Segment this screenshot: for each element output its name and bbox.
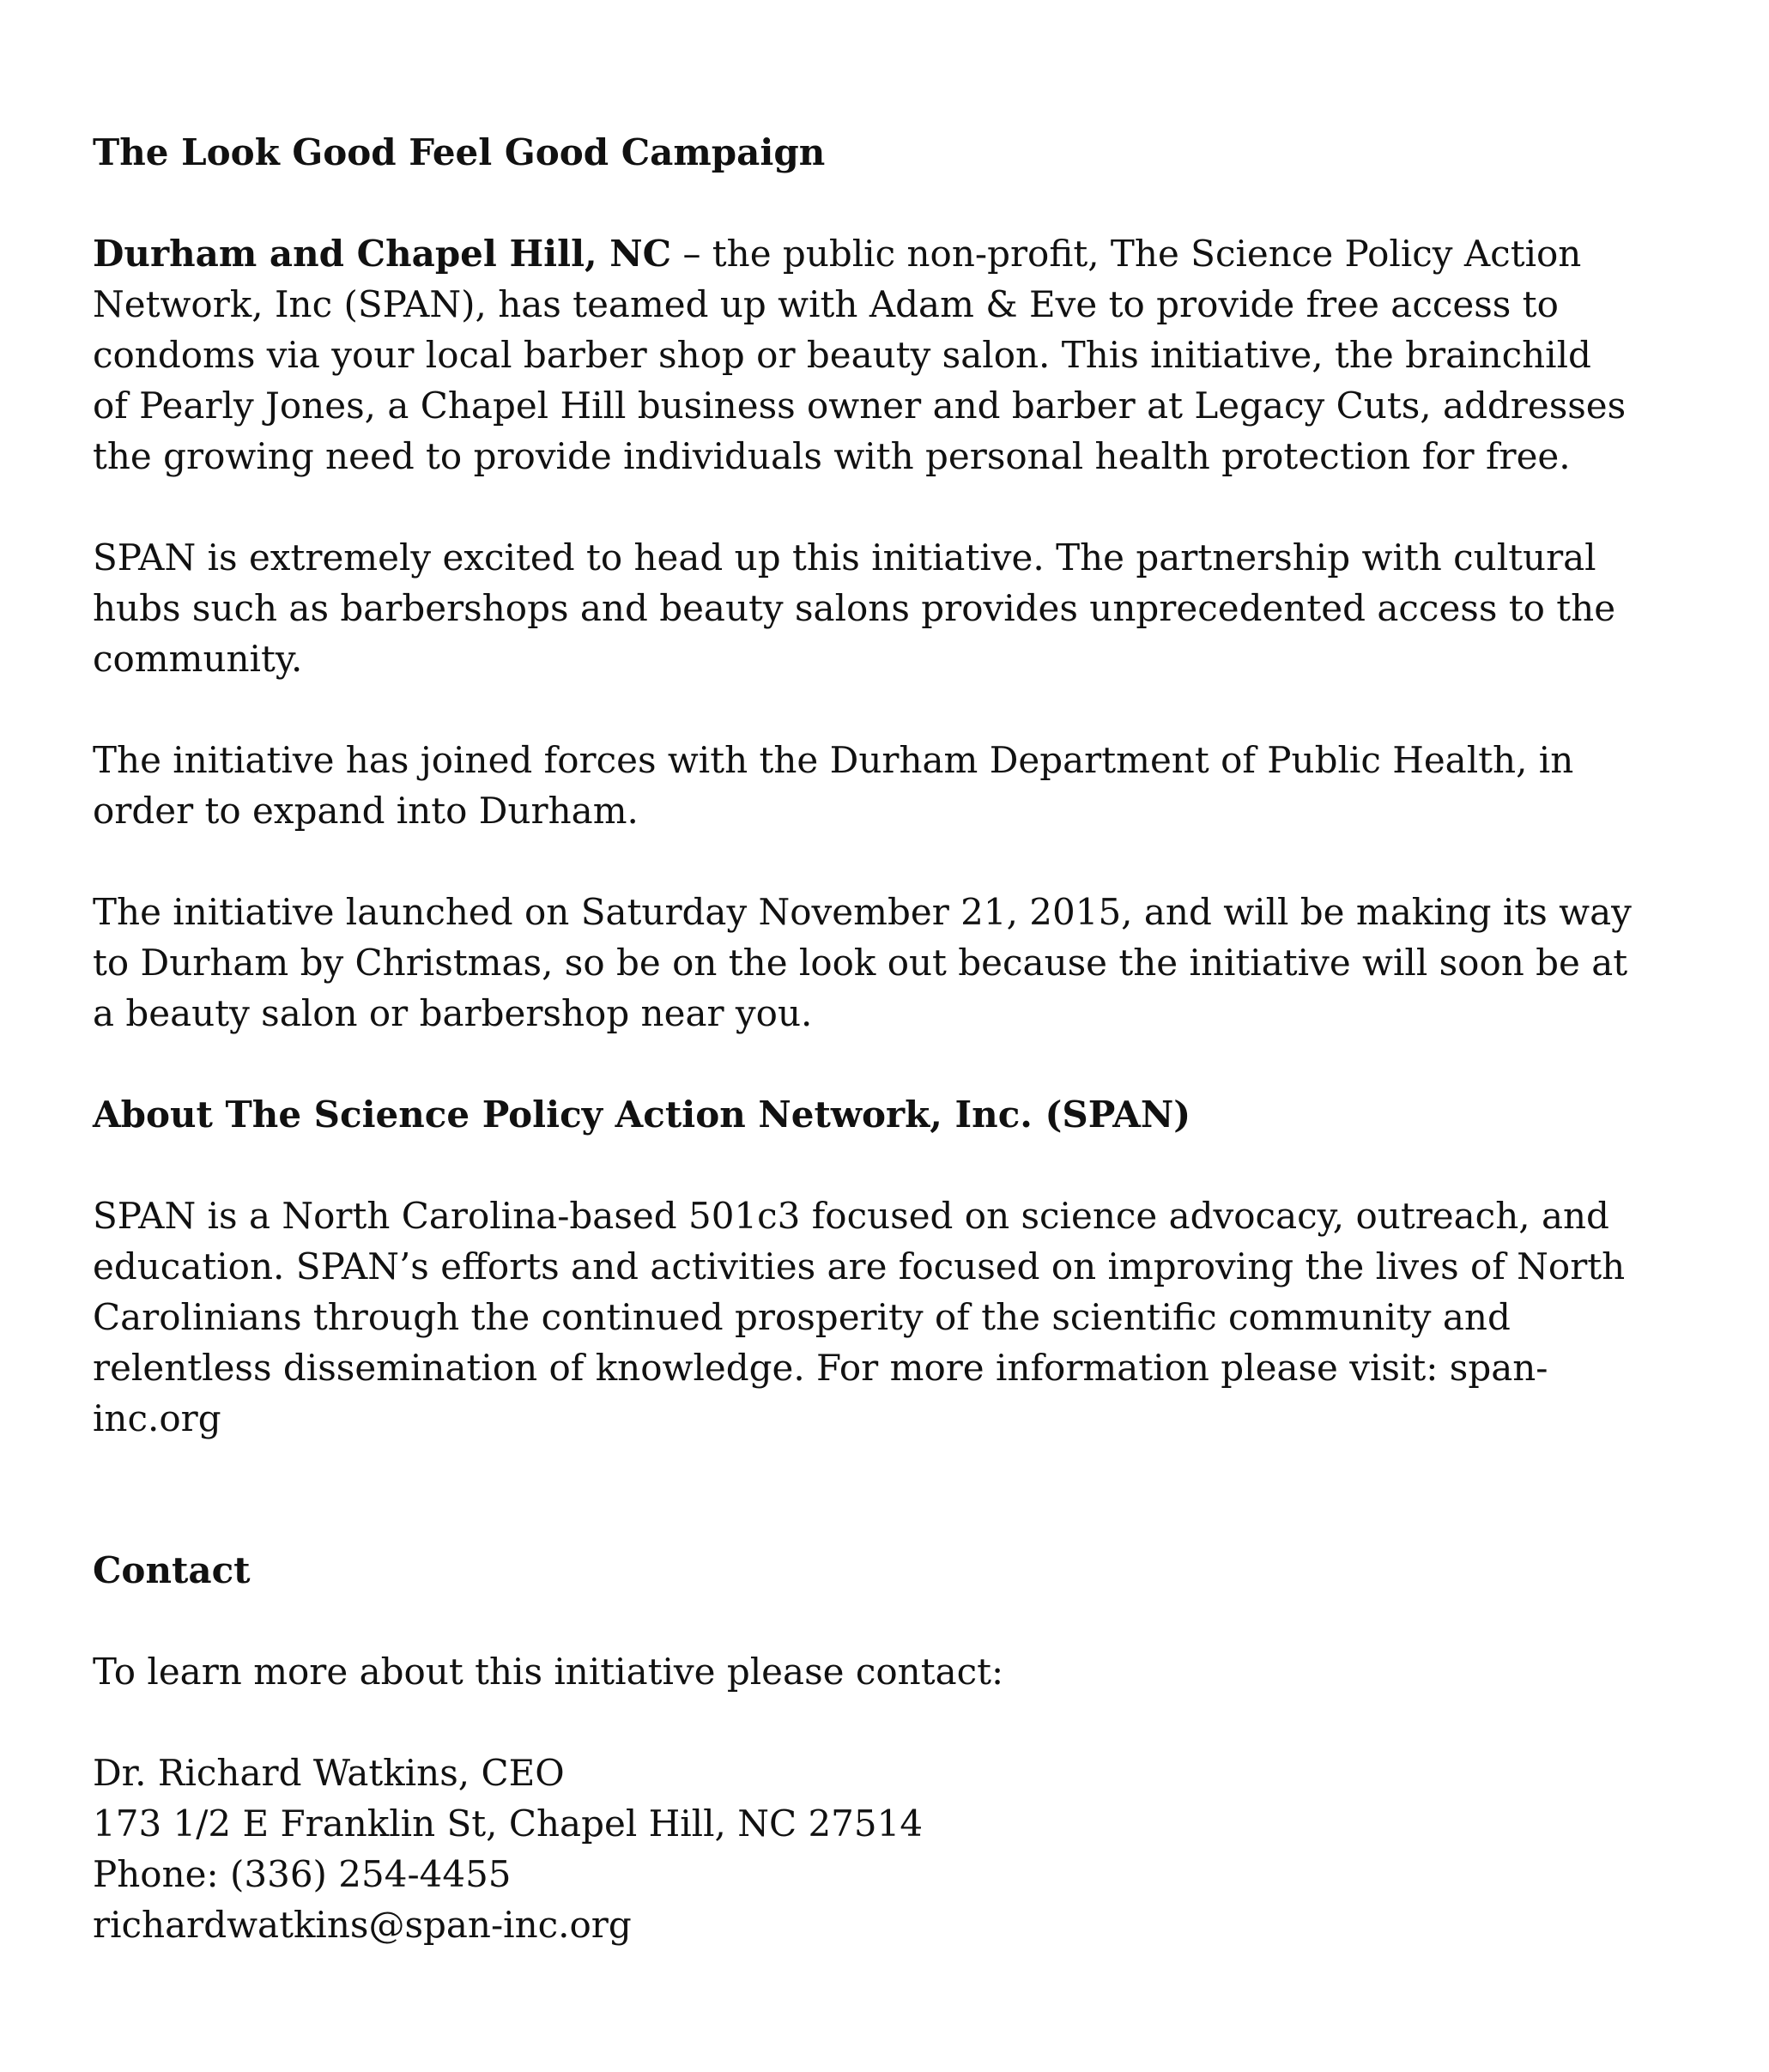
paragraph-4-line-1: The initiative launched on Saturday November 21, 2015, and will be making its way [93, 891, 1632, 933]
contact-phone: Phone: (336) 254-4455 [93, 1853, 512, 1895]
contact-details [93, 1748, 1706, 1950]
document-body [93, 127, 1706, 1950]
intro-line-2: Network, Inc (SPAN), has teamed up with Adam & Eve to provide free access to [93, 283, 1559, 325]
intro-line-1 [93, 228, 1706, 279]
about-heading: About The Science Policy Action Network, Inc. (SPAN) [93, 1094, 1191, 1136]
paragraph-2-line-1: SPAN is extremely excited to head up this initiative. The partnership with cultural [93, 536, 1596, 579]
intro-lede: Durham and Chapel Hill, NC [93, 233, 672, 275]
about-line-5: inc.org [93, 1397, 221, 1439]
paragraph-4-line-2: to Durham by Christmas, so be on the look out because the initiative will soon be at [93, 942, 1628, 984]
paragraph-3-line-1: The initiative has joined forces with the Durham Department of Public Health, in [93, 739, 1574, 781]
contact-name: Dr. Richard Watkins, CEO [93, 1752, 565, 1794]
contact-heading: Contact [93, 1549, 251, 1591]
paragraph-durham-health [93, 735, 1706, 836]
intro-line-5: the growing need to provide individuals with personal health protection for free. [93, 435, 1571, 477]
paragraph-excitement [93, 532, 1706, 684]
paragraph-3-line-2: order to expand into Durham. [93, 790, 639, 832]
contact-email: richardwatkins@span-inc.org [93, 1904, 632, 1946]
intro-line-3: condoms via your local barber shop or beauty salon. This initiative, the brainchild [93, 334, 1591, 376]
paragraph-4-line-3: a beauty salon or barbershop near you. [93, 992, 813, 1034]
paragraph-2-line-3: community. [93, 638, 303, 680]
about-line-1: SPAN is a North Carolina-based 501c3 focused on science advocacy, outreach, and [93, 1195, 1609, 1237]
paragraph-2-line-2: hubs such as barbershops and beauty salons provides unprecedented access to the [93, 587, 1616, 629]
contact-intro: To learn more about this initiative please contact: [93, 1651, 1004, 1693]
paragraph-launch [93, 887, 1706, 1039]
contact-address: 173 1/2 E Franklin St, Chapel Hill, NC 27514 [93, 1802, 924, 1845]
document-title: The Look Good Feel Good Campaign [93, 131, 826, 173]
about-line-3: Carolinians through the continued prosperity of the scientific community and [93, 1296, 1511, 1338]
about-line-2: education. SPAN’s efforts and activities are focused on improving the lives of North [93, 1245, 1626, 1287]
intro-line-4: of Pearly Jones, a Chapel Hill business owner and barber at Legacy Cuts, addresses [93, 385, 1627, 427]
about-paragraph [93, 1190, 1706, 1444]
intro-line-1-text: – the public non-profit, The Science Policy Action [671, 233, 1582, 275]
intro-paragraph [93, 228, 1706, 482]
about-line-4: relentless dissemination of knowledge. For more information please visit: span- [93, 1347, 1548, 1389]
